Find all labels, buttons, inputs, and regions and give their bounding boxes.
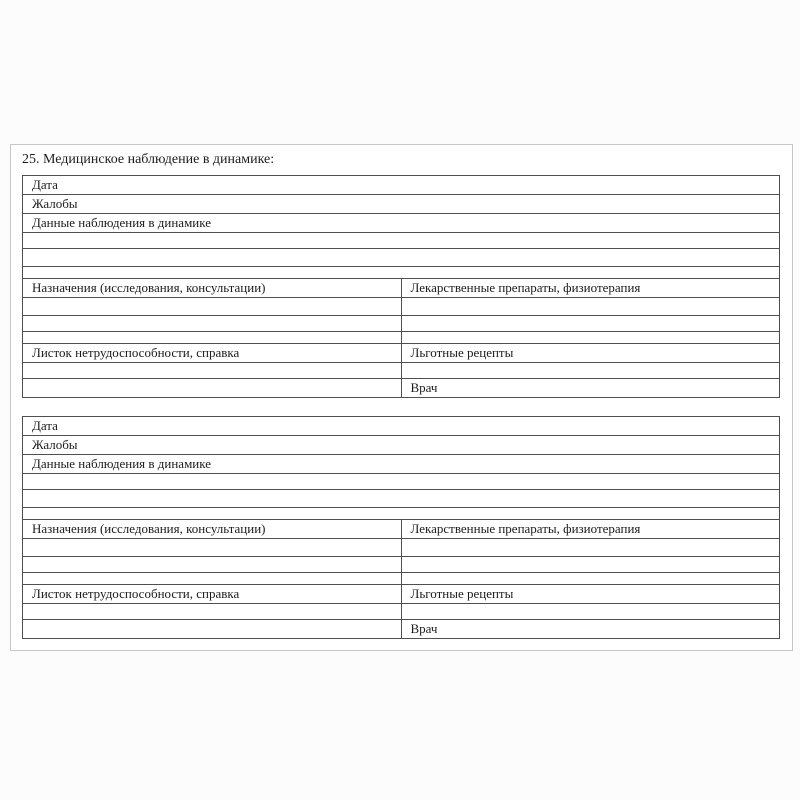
write-in-cell <box>401 557 780 573</box>
appointments-label-cell: Назначения (исследования, консультации) <box>23 279 402 298</box>
appointments-label-cell: Назначения (исследования, консультации) <box>23 520 402 539</box>
dynamics-label-cell: Данные наблюдения в динамике <box>23 455 780 474</box>
write-in-cell <box>401 604 780 620</box>
spacer-cell <box>401 332 780 344</box>
write-in-row <box>23 474 780 490</box>
write-in-cell <box>23 316 402 332</box>
date-label-cell: Дата <box>23 417 780 436</box>
sick-note-label-cell: Листок нетрудоспособности, справка <box>23 344 402 363</box>
write-in-cell <box>23 298 402 316</box>
write-in-cell <box>401 316 780 332</box>
write-in-cell <box>23 604 402 620</box>
date-label-cell: Дата <box>23 176 780 195</box>
spacer-row <box>23 267 780 279</box>
doctor-label-cell: Врач <box>401 379 780 398</box>
medications-label-cell: Лекарственные препараты, физиотерапия <box>401 520 780 539</box>
prescriptions-label-cell: Льготные рецепты <box>401 344 780 363</box>
write-in-cell <box>23 557 402 573</box>
prescriptions-label-cell: Льготные рецепты <box>401 585 780 604</box>
section-title: 25. Медицинское наблюдение в динамике: <box>22 152 275 167</box>
write-in-cell <box>23 539 402 557</box>
observation-block-2 <box>22 416 780 639</box>
observation-block-1 <box>22 175 780 398</box>
document-page <box>10 144 793 651</box>
spacer-cell <box>23 573 402 585</box>
medications-label-cell: Лекарственные препараты, физиотерапия <box>401 279 780 298</box>
write-in-row <box>23 490 780 508</box>
write-in-cell <box>23 363 402 379</box>
write-in-cell <box>401 539 780 557</box>
write-in-cell <box>401 298 780 316</box>
write-in-cell <box>23 379 402 398</box>
sick-note-label-cell: Листок нетрудоспособности, справка <box>23 585 402 604</box>
spacer-cell <box>401 573 780 585</box>
spacer-cell <box>23 332 402 344</box>
write-in-row <box>23 233 780 249</box>
spacer-row <box>23 508 780 520</box>
complaints-label-cell: Жалобы <box>23 195 780 214</box>
write-in-cell <box>401 363 780 379</box>
dynamics-label-cell: Данные наблюдения в динамике <box>23 214 780 233</box>
write-in-cell <box>23 620 402 639</box>
write-in-row <box>23 249 780 267</box>
doctor-label-cell: Врач <box>401 620 780 639</box>
complaints-label-cell: Жалобы <box>23 436 780 455</box>
